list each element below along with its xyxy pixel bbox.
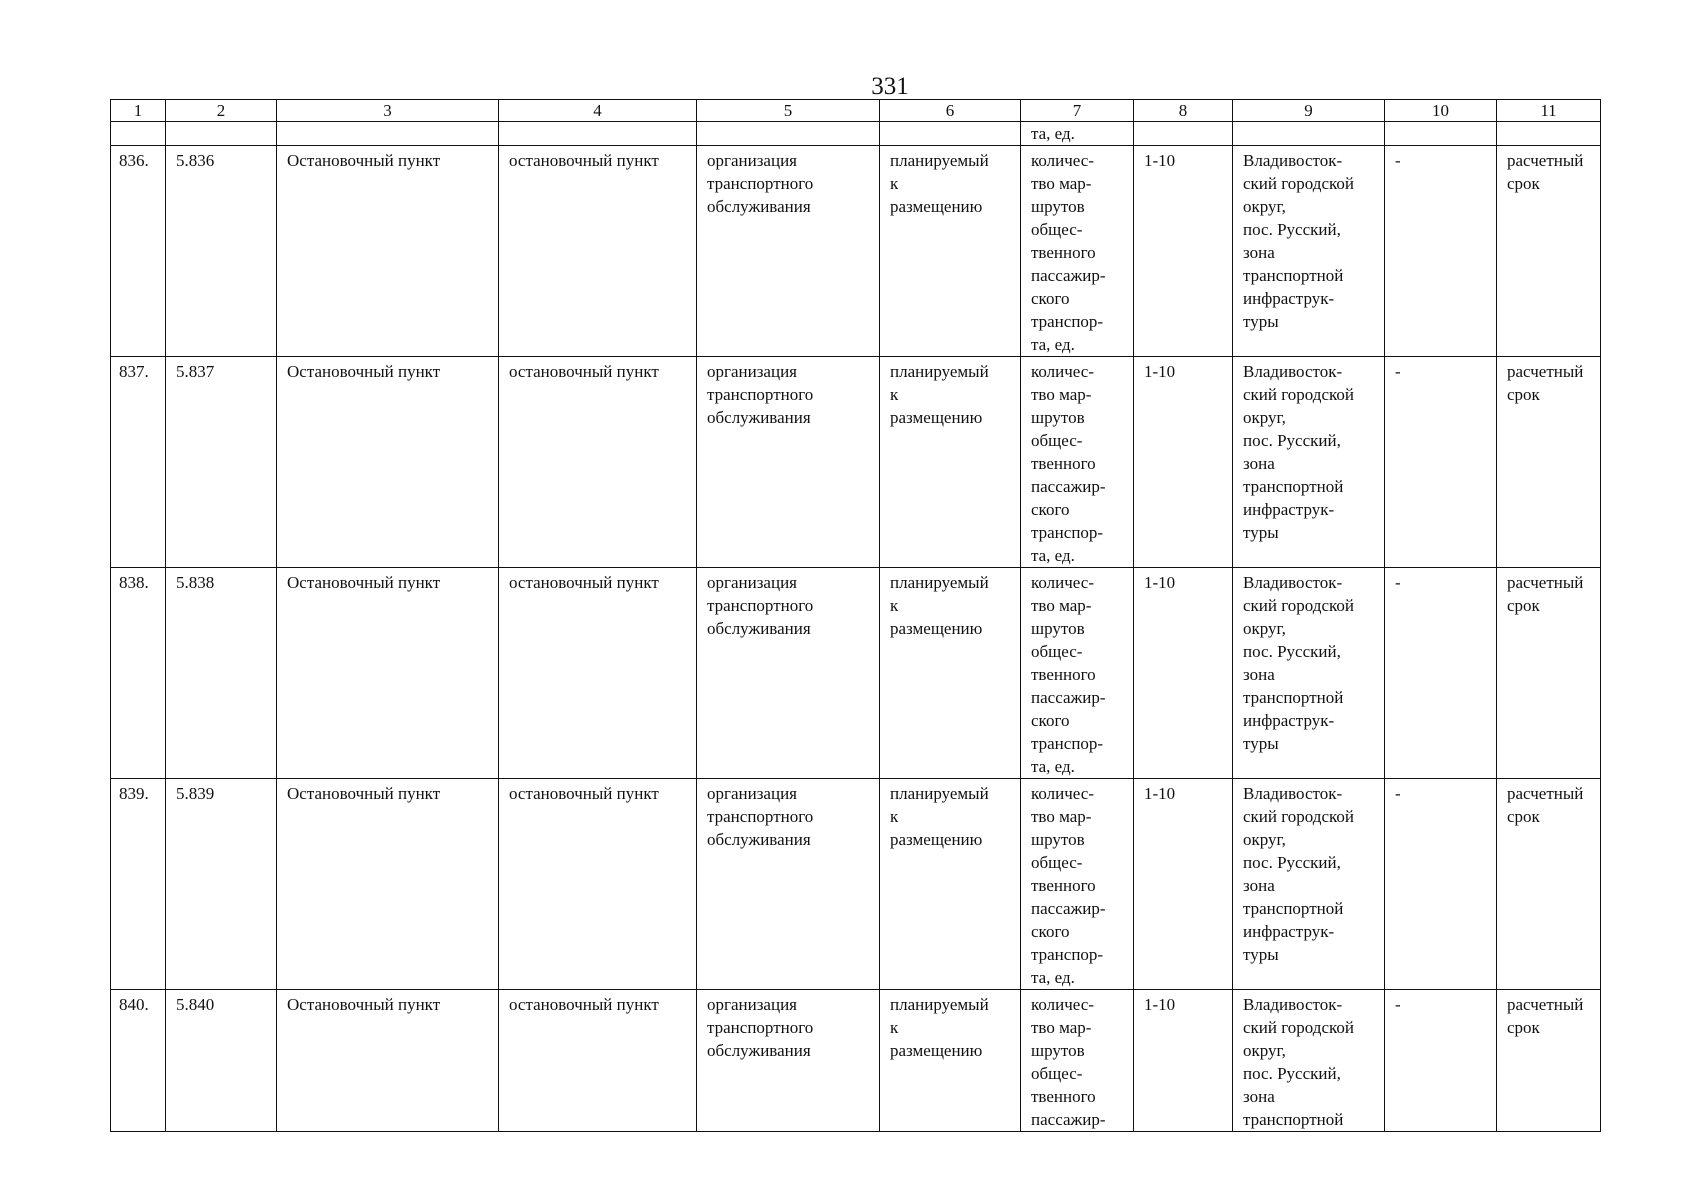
purpose-cell: организация транспортного обслуживания xyxy=(697,568,880,779)
term-cell: расчетный срок xyxy=(1497,990,1601,1132)
characteristic-cell: количес- тво мар- шрутов общес- твенного пассажир- xyxy=(1021,990,1134,1132)
column-number-header: 1 xyxy=(111,100,166,122)
column-number-header: 7 xyxy=(1021,100,1134,122)
characteristic-cell: количес- тво мар- шрутов общес- твенного пассажир- ского транспор- та, ед. xyxy=(1021,146,1134,357)
object-code-cell: 5.836 xyxy=(166,146,277,357)
location-cell: Владивосток- ский городской округ, пос. Русский, зона транспортной инфраструк- туры xyxy=(1233,146,1385,357)
continuation-row xyxy=(111,122,1601,146)
continuation-cell xyxy=(499,122,697,146)
object-name-cell: Остановочный пункт xyxy=(277,357,499,568)
value-cell: 1-10 xyxy=(1134,779,1233,990)
object-type-cell: остановочный пункт xyxy=(499,779,697,990)
term-cell: расчетный срок xyxy=(1497,779,1601,990)
value-cell: 1-10 xyxy=(1134,568,1233,779)
object-code-cell: 5.839 xyxy=(166,779,277,990)
characteristic-cell: количес- тво мар- шрутов общес- твенного пассажир- ского транспор- та, ед. xyxy=(1021,779,1134,990)
row-number-cell: 837. xyxy=(111,357,166,568)
page-number: 331 xyxy=(871,73,909,100)
status-cell: планируемый к размещению xyxy=(880,568,1021,779)
term-cell: расчетный срок xyxy=(1497,357,1601,568)
location-cell: Владивосток- ский городской округ, пос. Русский, зона транспортной xyxy=(1233,990,1385,1132)
status-cell: планируемый к размещению xyxy=(880,357,1021,568)
object-code-cell: 5.840 xyxy=(166,990,277,1132)
purpose-cell: организация транспортного обслуживания xyxy=(697,146,880,357)
continuation-cell xyxy=(1385,122,1497,146)
continuation-cell xyxy=(1233,122,1385,146)
location-cell: Владивосток- ский городской округ, пос. Русский, зона транспортной инфраструк- туры xyxy=(1233,357,1385,568)
column-number-header: 2 xyxy=(166,100,277,122)
row-number-cell: 839. xyxy=(111,779,166,990)
continuation-cell: та, ед. xyxy=(1021,122,1134,146)
characteristic-cell: количес- тво мар- шрутов общес- твенного пассажир- ского транспор- та, ед. xyxy=(1021,357,1134,568)
object-type-cell: остановочный пункт xyxy=(499,990,697,1132)
object-name-cell: Остановочный пункт xyxy=(277,990,499,1132)
status-cell: планируемый к размещению xyxy=(880,146,1021,357)
object-code-cell: 5.838 xyxy=(166,568,277,779)
column-number-header: 9 xyxy=(1233,100,1385,122)
continuation-cell xyxy=(1134,122,1233,146)
status-cell: планируемый к размещению xyxy=(880,990,1021,1132)
column-number-header-row xyxy=(111,100,1601,122)
column-number-header: 6 xyxy=(880,100,1021,122)
row-number-cell: 840. xyxy=(111,990,166,1132)
column-number-header: 5 xyxy=(697,100,880,122)
location-cell: Владивосток- ский городской округ, пос. Русский, зона транспортной инфраструк- туры xyxy=(1233,779,1385,990)
table-row xyxy=(111,990,1601,1132)
object-name-cell: Остановочный пункт xyxy=(277,568,499,779)
table-row xyxy=(111,146,1601,357)
object-type-cell: остановочный пункт xyxy=(499,146,697,357)
continuation-cell xyxy=(697,122,880,146)
column-number-header: 10 xyxy=(1385,100,1497,122)
zone-cell: - xyxy=(1385,568,1497,779)
term-cell: расчетный срок xyxy=(1497,568,1601,779)
continuation-cell xyxy=(880,122,1021,146)
object-type-cell: остановочный пункт xyxy=(499,568,697,779)
row-number-cell: 838. xyxy=(111,568,166,779)
column-number-header: 11 xyxy=(1497,100,1601,122)
location-cell: Владивосток- ский городской округ, пос. Русский, зона транспортной инфраструк- туры xyxy=(1233,568,1385,779)
zone-cell: - xyxy=(1385,779,1497,990)
object-type-cell: остановочный пункт xyxy=(499,357,697,568)
value-cell: 1-10 xyxy=(1134,146,1233,357)
column-number-header: 4 xyxy=(499,100,697,122)
table-row xyxy=(111,779,1601,990)
object-code-cell: 5.837 xyxy=(166,357,277,568)
value-cell: 1-10 xyxy=(1134,990,1233,1132)
zone-cell: - xyxy=(1385,990,1497,1132)
row-number-cell: 836. xyxy=(111,146,166,357)
value-cell: 1-10 xyxy=(1134,357,1233,568)
table-row xyxy=(111,357,1601,568)
continuation-cell xyxy=(1497,122,1601,146)
object-name-cell: Остановочный пункт xyxy=(277,779,499,990)
data-table xyxy=(110,99,1601,1132)
continuation-cell xyxy=(277,122,499,146)
column-number-header: 3 xyxy=(277,100,499,122)
zone-cell: - xyxy=(1385,357,1497,568)
term-cell: расчетный срок xyxy=(1497,146,1601,357)
characteristic-cell: количес- тво мар- шрутов общес- твенного пассажир- ского транспор- та, ед. xyxy=(1021,568,1134,779)
purpose-cell: организация транспортного обслуживания xyxy=(697,357,880,568)
column-number-header: 8 xyxy=(1134,100,1233,122)
status-cell: планируемый к размещению xyxy=(880,779,1021,990)
continuation-cell xyxy=(111,122,166,146)
zone-cell: - xyxy=(1385,146,1497,357)
purpose-cell: организация транспортного обслуживания xyxy=(697,990,880,1132)
purpose-cell: организация транспортного обслуживания xyxy=(697,779,880,990)
continuation-cell xyxy=(166,122,277,146)
table-row xyxy=(111,568,1601,779)
object-name-cell: Остановочный пункт xyxy=(277,146,499,357)
